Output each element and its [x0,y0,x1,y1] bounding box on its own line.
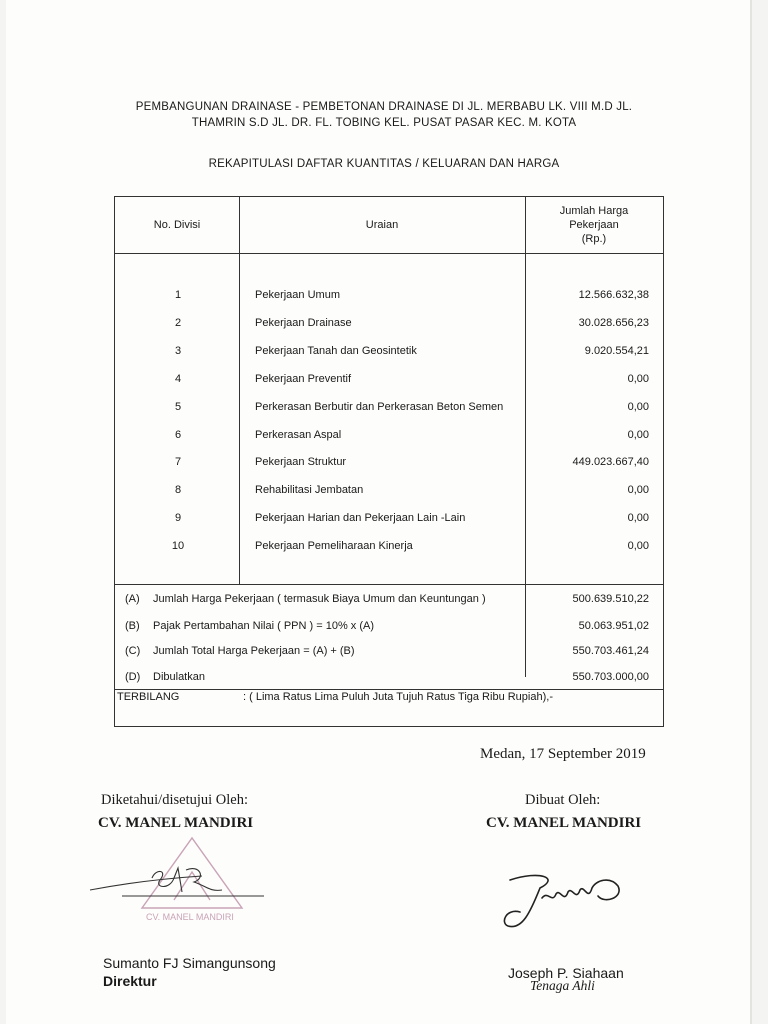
row-no: 1 [174,289,182,301]
row-value: 0,00 [627,429,649,441]
expert-name: Joseph P. Siahaan [508,965,624,981]
row-value: 30.028.656,23 [578,317,649,329]
row-desc: Rehabilitasi Jembatan [255,484,364,496]
row-no: 3 [174,345,182,357]
approver-company: CV. MANEL MANDIRI [98,815,254,831]
project-title-line-1: PEMBANGUNAN DRAINASE - PEMBETONAN DRAINASE DI JL. MERBABU LK. VIII M.D JL. [135,101,633,113]
row-value: 0,00 [627,401,649,413]
recap-table [114,196,664,727]
row-desc: Pekerjaan Drainase [255,317,352,329]
row-no: 2 [174,317,182,329]
summary-label: (A) [125,593,140,605]
prepared-by-label: Dibuat Oleh: [525,792,601,808]
summary-value: 50.063.951,02 [578,620,649,632]
col-header-no: No. Divisi [153,219,201,231]
col-header-desc: Uraian [365,219,399,231]
director-name: Sumanto FJ Simangunsong [103,955,276,971]
summary-label: (B) [125,620,140,632]
row-no: 4 [174,373,182,385]
summary-label: (C) [125,645,141,657]
row-desc: Pekerjaan Pemeliharaan Kinerja [255,540,413,552]
summary-value: 550.703.461,24 [572,645,649,657]
row-no: 7 [174,456,182,468]
summary-text: Dibulatkan [153,671,205,683]
col-header-val-1: Jumlah Harga [559,205,629,217]
director-role: Direktur [103,973,157,989]
row-no: 9 [174,512,182,524]
row-value: 449.023.667,40 [572,456,649,468]
col-header-val-2: Pekerjaan [569,219,619,231]
row-no: 10 [171,540,185,552]
preparer-company: CV. MANEL MANDIRI [486,815,642,831]
summary-value: 550.703.000,00 [572,671,649,683]
terbilang-text: : ( Lima Ratus Lima Puluh Juta Tujuh Ratus Tiga Ribu Rupiah),- [243,691,553,703]
row-value: 12.566.632,38 [578,289,649,301]
row-value: 0,00 [627,373,649,385]
col-header-val-3: (Rp.) [581,233,607,245]
summary-text: Pajak Pertambahan Nilai ( PPN ) = 10% x (A) [153,620,375,632]
row-value: 0,00 [627,484,649,496]
row-value: 9.020.554,21 [584,345,649,357]
expert-signature [500,868,640,938]
company-stamp [142,838,242,908]
terbilang-label: TERBILANG [117,691,180,703]
document-subtitle: REKAPITULASI DAFTAR KUANTITAS / KELUARAN DAN HARGA [208,158,560,170]
summary-text: Jumlah Total Harga Pekerjaan = (A) + (B) [153,645,355,657]
row-value: 0,00 [627,540,649,552]
stamp-text: CV. MANEL MANDIRI [146,912,234,922]
row-no: 6 [174,429,182,441]
row-desc: Pekerjaan Struktur [255,456,347,468]
document-date: Medan, 17 September 2019 [480,746,646,762]
row-desc: Perkerasan Berbutir dan Perkerasan Beton Semen [255,401,504,413]
expert-role: Tenaga Ahli [530,978,595,993]
row-desc: Pekerjaan Umum [255,289,340,301]
row-desc: Pekerjaan Preventif [255,373,351,385]
project-title-line-2: THAMRIN S.D JL. DR. FL. TOBING KEL. PUSAT PASAR KEC. M. KOTA [191,117,577,129]
row-desc: Pekerjaan Tanah dan Geosintetik [255,345,417,357]
row-value: 0,00 [627,512,649,524]
row-desc: Pekerjaan Harian dan Pekerjaan Lain -Lain [255,512,466,524]
summary-label: (D) [125,671,141,683]
director-signature [90,868,264,896]
company-stamp-signature [82,830,282,930]
approved-by-label: Diketahui/disetujui Oleh: [101,792,248,808]
row-desc: Perkerasan Aspal [255,429,342,441]
row-no: 5 [174,401,182,413]
summary-value: 500.639.510,22 [572,593,649,605]
row-no: 8 [174,484,182,496]
summary-text: Jumlah Harga Pekerjaan ( termasuk Biaya Umum dan Keuntungan ) [153,593,486,605]
